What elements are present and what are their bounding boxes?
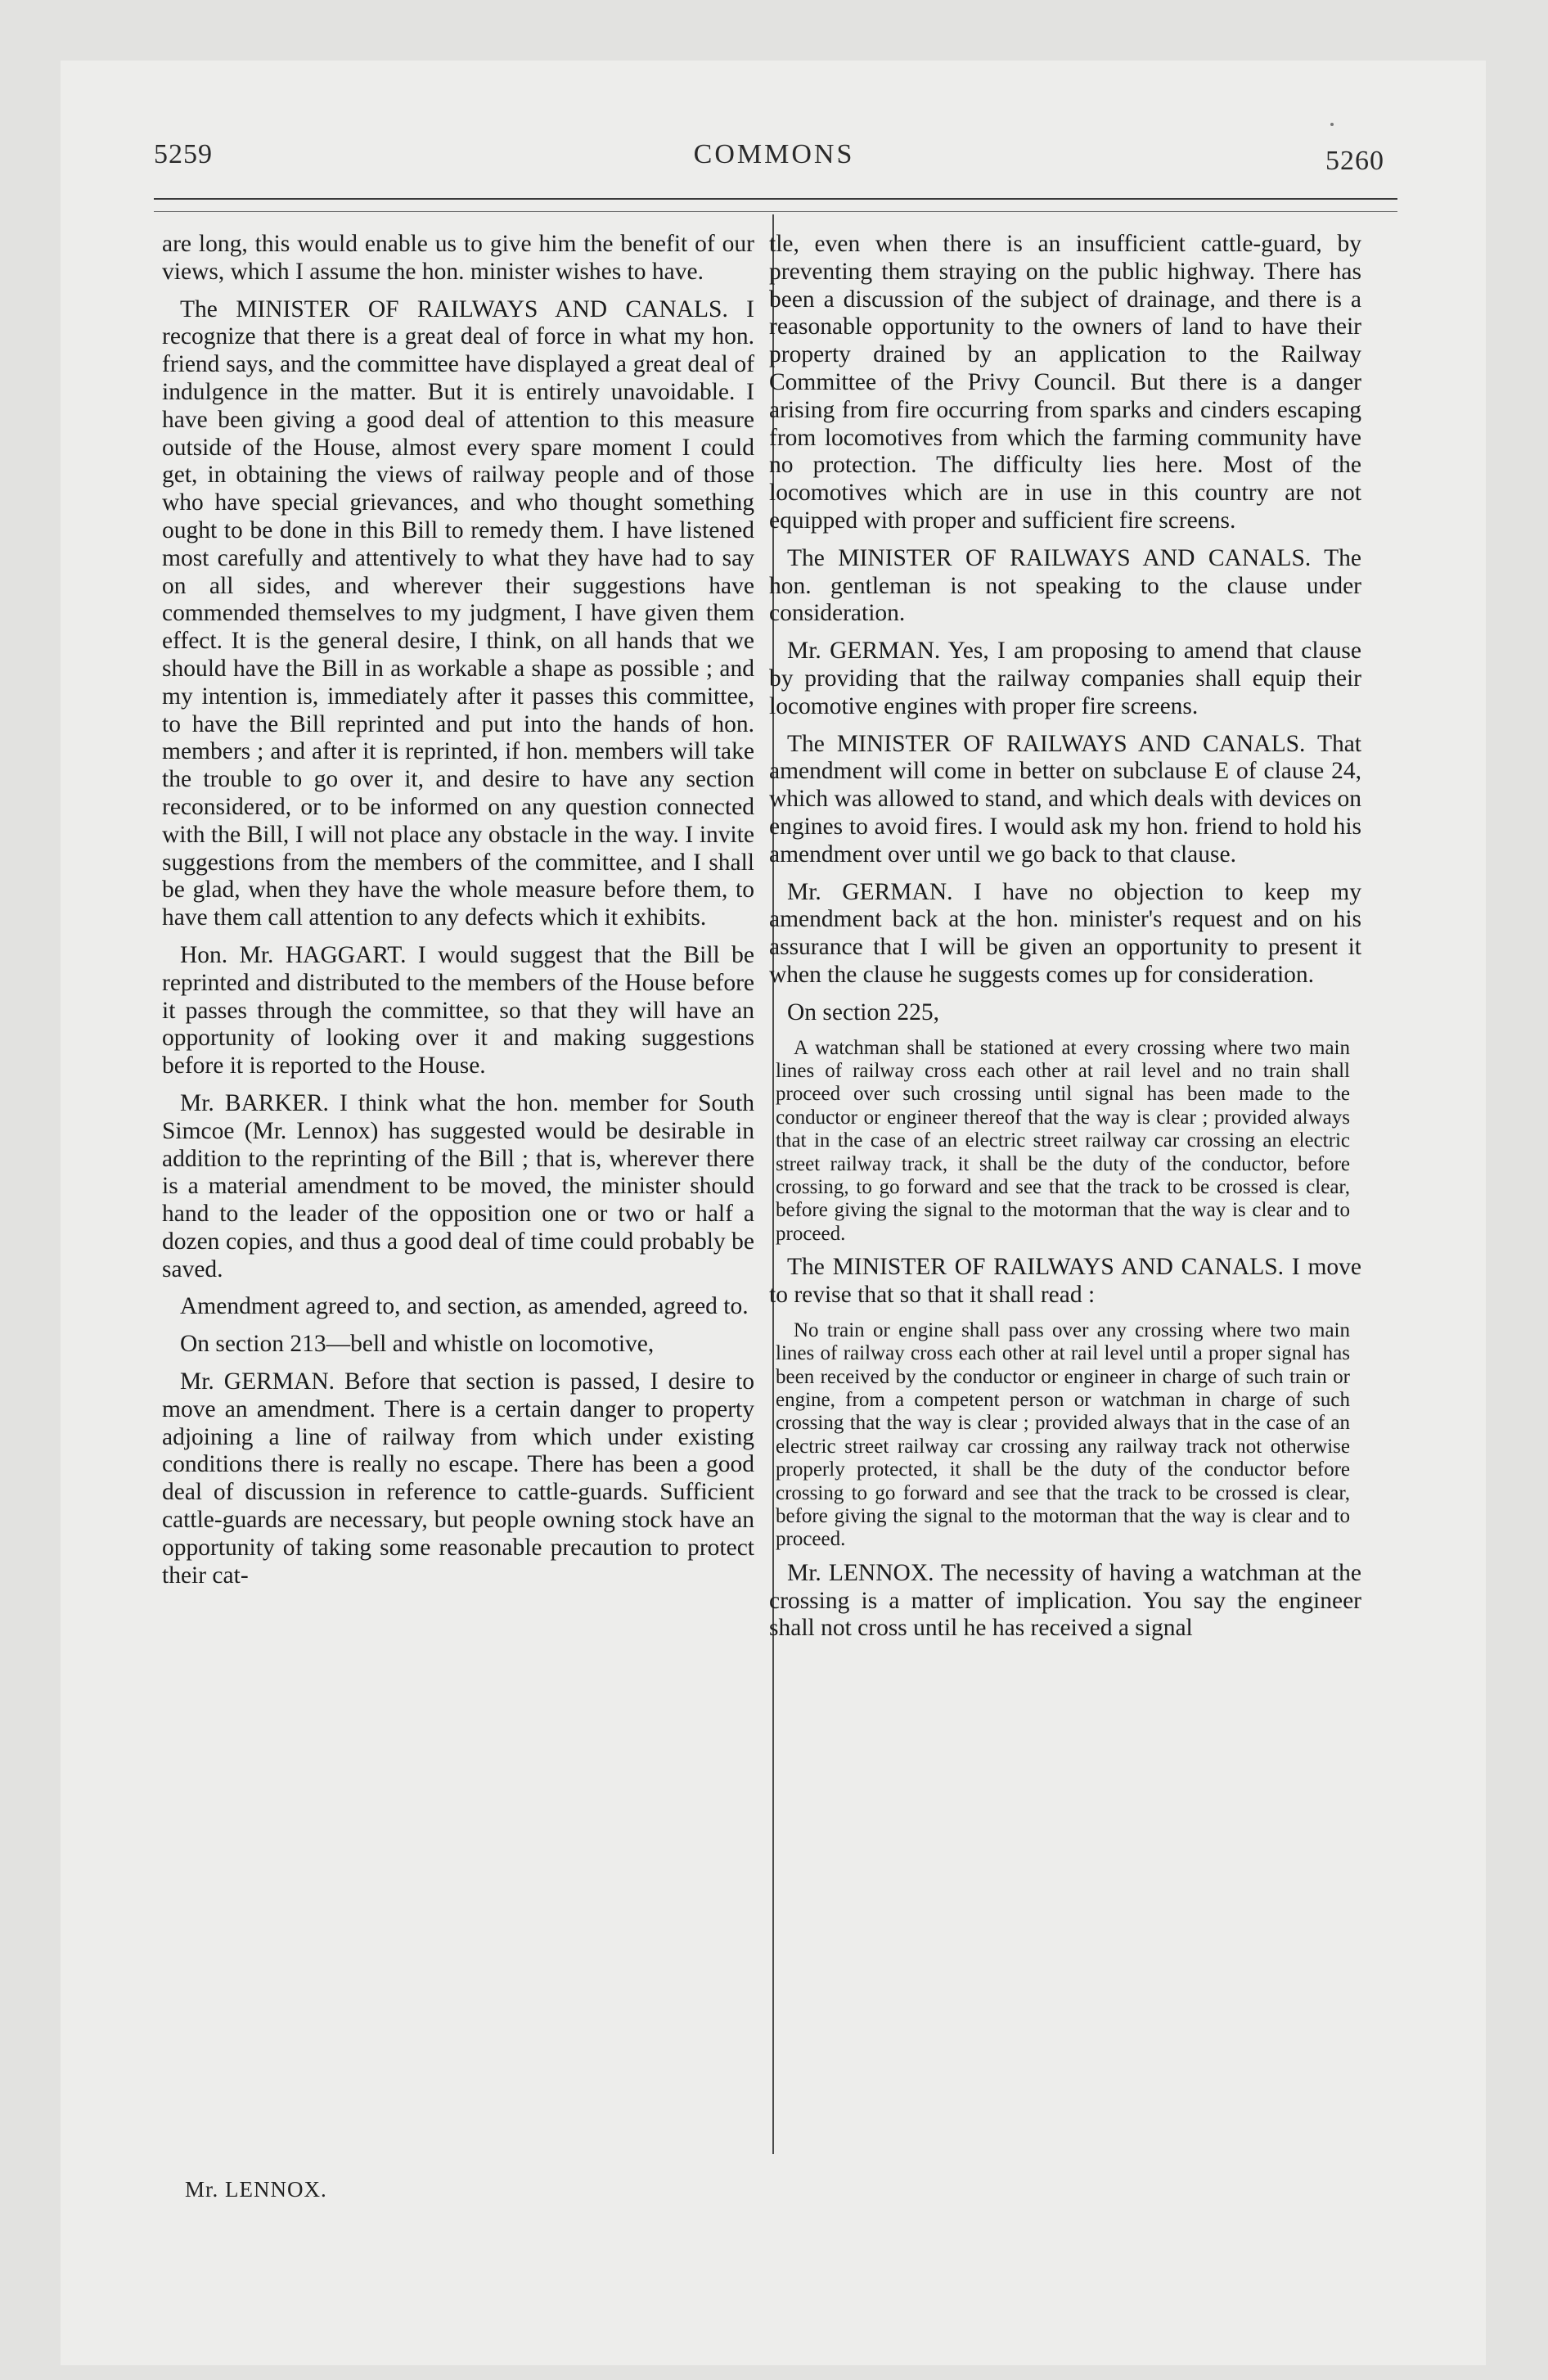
paragraph: The MINISTER OF RAILWAYS AND CANALS. The hon. gentleman is not speaking to the clause under consideration. — [769, 544, 1361, 627]
paragraph: Mr. GERMAN. Before that section is passed, I desire to move an amendment. There is a certain danger to property adjoining a line of railway from which under existing conditions there is really no escape. There has been a good deal of discussion in reference to cattle-guards. Sufficient cattle-guards are necessary, but people owning stock have an opportunity of taking some reasonable precaution to protect their cat- — [162, 1368, 754, 1589]
paragraph: Mr. GERMAN. I have no objection to keep my amendment back at the hon. minister's request and on his assurance that I will be given an opportunity to present it when the clause he suggests comes up for consideration. — [769, 878, 1361, 988]
catchword: Mr. LENNOX. — [185, 2177, 327, 2202]
paragraph: The MINISTER OF RAILWAYS AND CANALS. That amendment will come in better on subclause E of clause 24, which was allowed to stand, and which deals with devices on engines to avoid fires. I would ask my hon. friend to hold his amendment over until we go back to that clause. — [769, 730, 1361, 868]
paragraph: Mr. BARKER. I think what the hon. member for South Simcoe (Mr. Lennox) has suggested would be desirable in addition to the reprinting of the Bill ; that is, wherever there is a material amendment to be moved, the minister should hand to the leader of the opposition one or two or half a dozen copies, and thus a good deal of time could probably be saved. — [162, 1089, 754, 1282]
running-head: COMMONS — [693, 139, 855, 169]
left-page-number: 5259 — [154, 139, 213, 169]
paragraph: Mr. LENNOX. The necessity of having a watchman at the crossing is a matter of implication. You say the engineer shall not cross until he has received a signal — [769, 1559, 1361, 1642]
header-rule-thin — [154, 211, 1397, 212]
paragraph: Amendment agreed to, and section, as amended, agreed to. — [180, 1293, 749, 1320]
paragraph: On section 225, — [787, 998, 939, 1025]
quoted-clause: No train or engine shall pass over any crossing where two main lines of railway cross each other at rail level until a proper signal has been received by the conductor or engineer in charge of such train or engine, from a competent person or watchman in charge of such crossing that the way is clear ; provided always that in the case of an electric street railway car crossing any railway track not otherwise properly protected, it shall be the duty of the conductor before crossing to go forward and see that the track to be crossed is clear, before giving the signal to the motorman that the way is clear and to proceed. — [776, 1318, 1350, 1551]
right-page-number: 5260 — [1325, 146, 1384, 176]
left-column — [162, 231, 754, 1599]
paragraph: The MINISTER OF RAILWAYS AND CANALS. I recognize that there is a great deal of force in what my hon. friend says, and the committee have displayed a great deal of indulgence in the matter. But it is entirely unavoidable. I have been giving a good deal of attention to this measure outside of the House, almost every spare moment I could get, in obtaining the views of railway people and of those who have special grievances, and who thought something ought to be done in this Bill to remedy them. I have listened most carefully and attentively to what they have had to say on all sides, and wherever their suggestions have commended themselves to my judgment, I have given them effect. It is the general desire, I think, on all hands that we should have the Bill in as workable a shape as possible ; and my intention is, immediately after it passes this committee, to have the Bill reprinted and put into the hands of hon. members ; and after it is reprinted, if hon. members will take the trouble to go over it, and desire to have any section reconsidered, or to be informed on any question connected with the Bill, I will not place any obstacle in the way. I invite suggestions from the members of the committee, and I shall be glad, when they have the whole measure before them, to have them call attention to any defects which it exhibits. — [162, 295, 754, 931]
header-rule — [154, 198, 1397, 200]
speck-mark — [1330, 123, 1334, 126]
paragraph: tle, even when there is an insufficient cattle-guard, by preventing them straying on the public highway. There has been a discussion of the subject of drainage, and there is a reasonable opportunity to the owners of land to have their property drained by an application to the Railway Committee of the Privy Council. But there is a danger arising from fire occurring from sparks and cinders escaping from locomotives from which the farming community have no protection. The difficulty lies here. Most of the locomotives which are in use in this country are not equipped with proper and sufficient fire screens. — [769, 231, 1361, 534]
paragraph: Hon. Mr. HAGGART. I would suggest that the Bill be reprinted and distributed to the members of the House before it passes through the committee, so that they will have an opportunity of looking over it and making suggestions before it is reported to the House. — [162, 941, 754, 1080]
quoted-clause: A watchman shall be stationed at every crossing where two main lines of railway cross each other at rail level and no train shall proceed over such crossing until signal has been made to the conductor or engineer thereof that the way is clear ; provided always that in the case of an electric street railway car crossing an electric street railway track, it shall be the duty of the conductor, before crossing, to go forward and see that the track to be crossed is clear, before giving the signal to the motorman that the way is clear and to proceed. — [776, 1036, 1350, 1245]
paragraph: On section 213—bell and whistle on locomotive, — [180, 1331, 655, 1358]
paragraph: Mr. GERMAN. Yes, I am proposing to amend that clause by providing that the railway companies shall equip their locomotive engines with proper fire screens. — [769, 638, 1361, 719]
paragraph: The MINISTER OF RAILWAYS AND CANALS. I move to revise that so that it shall read : — [769, 1254, 1361, 1308]
paragraph: are long, this would enable us to give him the benefit of our views, which I assume the hon. minister wishes to have. — [162, 231, 754, 285]
right-column — [769, 231, 1361, 1652]
